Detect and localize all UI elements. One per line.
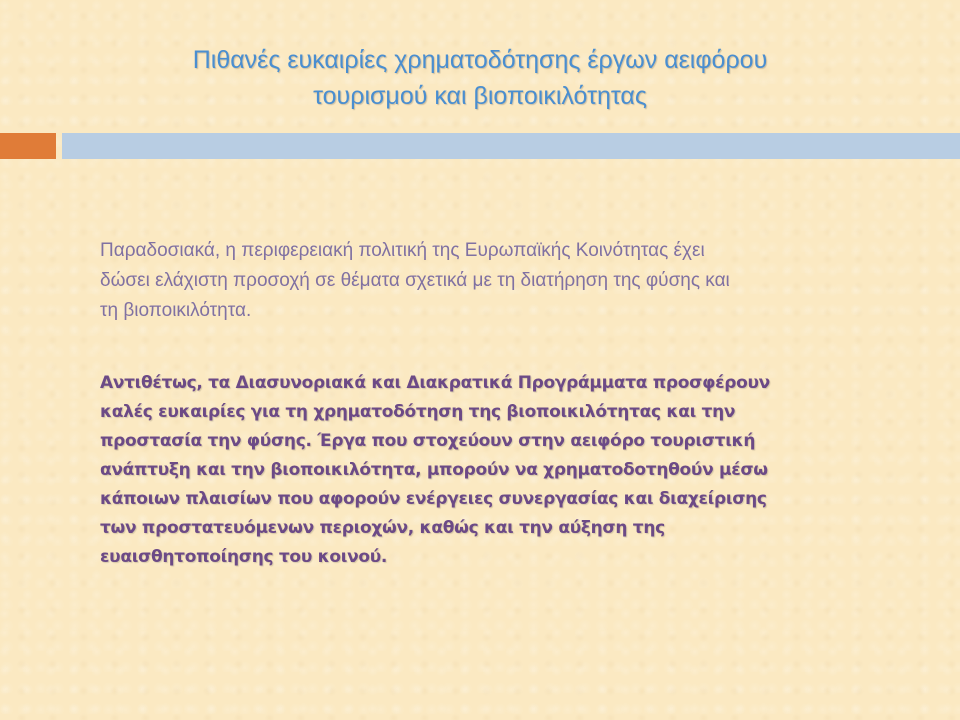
paragraph-line: τη βιοποικιλότητα. — [100, 300, 252, 321]
paragraph-line: προστασία την φύσης. Έργα που στοχεύουν στην αειφόρο τουριστική — [100, 431, 756, 451]
slide-title-line-1: Πιθανές ευκαιρίες χρηματοδότησης έργων αειφόρου — [192, 46, 768, 74]
paragraph-line: Παραδοσιακά, η περιφερειακή πολιτική της Ευρωπαϊκής Κοινότητας έχει — [100, 240, 705, 261]
paragraph-line: καλές ευκαιρίες για τη χρηματοδότηση της βιοποικιλότητας και την — [100, 402, 736, 422]
paragraph-line: δώσει ελάχιστη προσοχή σε θέματα σχετικά με τη διατήρηση της φύσης και — [100, 270, 730, 291]
paragraph-line: κάποιων πλαισίων που αφορούν ενέργειες συνεργασίας και διαχείρισης — [100, 489, 767, 509]
paragraph-regional-policy — [100, 236, 890, 326]
accent-orange-block — [0, 133, 56, 159]
paragraph-line: ανάπτυξη και την βιοποικιλότητα, μπορούν να χρηματοδοτηθούν μέσω — [100, 460, 768, 480]
slide-title — [60, 42, 900, 114]
slide-title-line-2: τουρισμού και βιοποικιλότητας — [313, 82, 647, 110]
paragraph-line: των προστατευόμενων περιοχών, καθώς και την αύξηση της — [100, 518, 665, 538]
accent-blue-bar — [62, 133, 960, 159]
paragraph-line: ευαισθητοποίησης του κοινού. — [100, 547, 388, 567]
paragraph-funding-programs — [100, 369, 900, 572]
paragraph-line: Αντιθέτως, τα Διασυνοριακά και Διακρατικά Προγράμματα προσφέρουν — [100, 373, 770, 393]
